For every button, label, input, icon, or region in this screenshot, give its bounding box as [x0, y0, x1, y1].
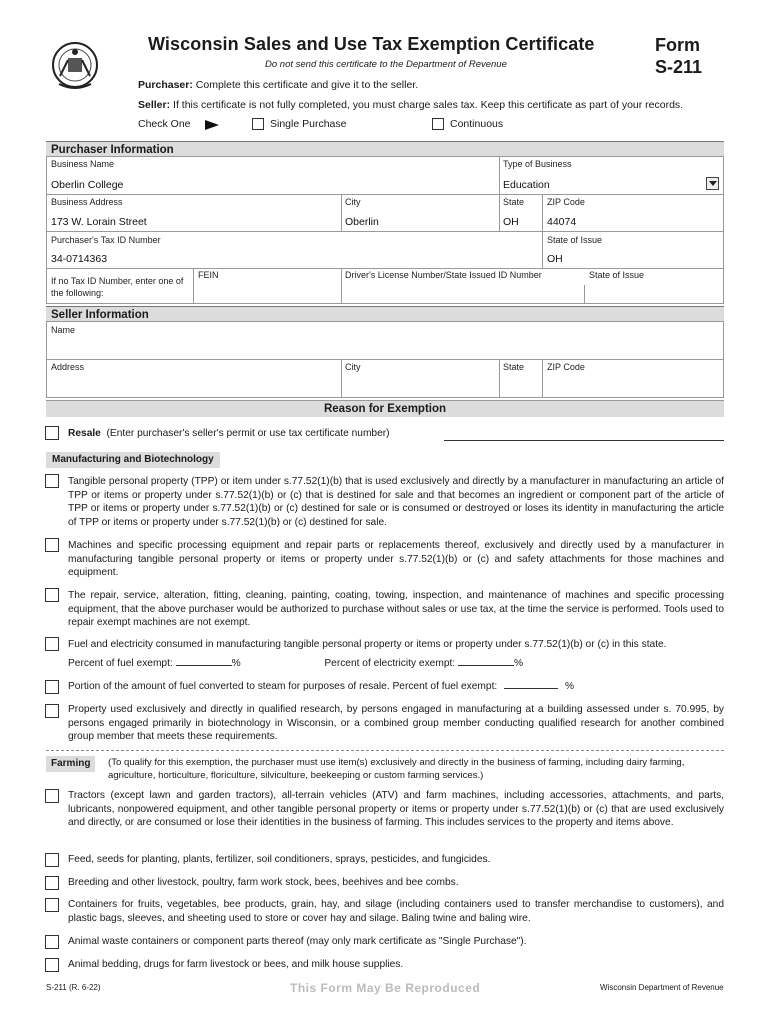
- reproduce-notice: This Form May Be Reproduced: [290, 981, 481, 995]
- business-name-field[interactable]: Oberlin College: [51, 179, 124, 191]
- farming-divider: [46, 750, 724, 751]
- farm-item-5-checkbox[interactable]: [45, 935, 59, 949]
- zip-code-field[interactable]: 44074: [547, 216, 577, 228]
- resale-item: Resale (Enter purchaser's seller's permit or use tax certificate number): [68, 428, 390, 439]
- business-address-label: Business Address: [51, 197, 123, 207]
- form-subtitle: Do not send this certificate to the Department of Revenue: [265, 59, 507, 70]
- type-of-business-label: Type of Business: [503, 159, 572, 169]
- mfg-item-1-checkbox[interactable]: [45, 474, 59, 488]
- check-one-label: Check One: [138, 118, 191, 130]
- purchaser-instruction: Purchaser: Complete this certificate and give it to the seller.: [138, 79, 419, 91]
- single-purchase-checkbox[interactable]: [252, 118, 264, 130]
- wisconsin-seal-icon: [50, 36, 100, 94]
- form-title: Wisconsin Sales and Use Tax Exemption Certificate: [148, 34, 595, 54]
- mfg-item-3: The repair, service, alteration, fitting, cleaning, painting, coating, towing, inspection, and maintenance of machines and specific processing equipment, that the above purchaser would be authorized to purchase without sales or use tax, at the time the service is performed. Tools used to repair exempt machines are not exempt.: [68, 590, 724, 629]
- seller-zip-label: ZIP Code: [547, 362, 585, 372]
- business-name-label: Business Name: [51, 159, 115, 169]
- farm-item-5: Animal waste containers or component parts thereof (may only mark certificate as "Single Purchase").: [68, 936, 527, 947]
- steam-checkbox[interactable]: [45, 680, 59, 694]
- type-of-business-dropdown[interactable]: [706, 177, 719, 190]
- continuous-label: Continuous: [450, 118, 504, 130]
- farm-item-6-checkbox[interactable]: [45, 958, 59, 972]
- mfg-item-1: Tangible personal property (TPP) or item under s.77.52(1)(b) that is used exclusively and directly by a manufacturer in manufacturing an article of TPP or items or property under s.77.52(1)(b) or (c) that is destined for sale and that becomes an ingredient or component part of the article of TPP or items or property under s.77.52(1)(b) or (c) destined for sale or is consumed or destroyed or loses its identity in manufacturing the article of TPP or items or property under s.77.52(1)(b) or (c) destined for sale.: [68, 476, 724, 528]
- farm-item-4-checkbox[interactable]: [45, 898, 59, 912]
- department-name: Wisconsin Department of Revenue: [600, 983, 724, 992]
- zip-code-label: ZIP Code: [547, 197, 585, 207]
- mfg-item-2-checkbox[interactable]: [45, 538, 59, 552]
- fuel-percent-field[interactable]: [176, 665, 232, 666]
- form-number-block: [655, 34, 702, 78]
- form-number: S-211: [655, 57, 703, 77]
- seller-instruction: Seller: If this certificate is not fully completed, you must charge sales tax. Keep this certificate as part of your records.: [138, 99, 684, 111]
- seller-section-heading: Seller Information: [46, 306, 724, 322]
- business-address-field[interactable]: 173 W. Lorain Street: [51, 216, 147, 228]
- farm-item-6: Animal bedding, drugs for farm livestock or bees, and milk house supplies.: [68, 959, 404, 970]
- farm-item-2: Feed, seeds for planting, plants, fertilizer, soil conditioners, sprays, pesticides, and fungicides.: [68, 854, 491, 865]
- seller-grid: [46, 322, 724, 398]
- dl-state-of-issue-label: State of Issue: [589, 270, 645, 280]
- form-label: Form: [655, 35, 700, 55]
- seller-city-label: City: [345, 362, 361, 372]
- state-of-issue-label: State of Issue: [547, 235, 603, 245]
- farm-item-3-checkbox[interactable]: [45, 876, 59, 890]
- state-field[interactable]: OH: [503, 216, 519, 228]
- seller-name-label: Name: [51, 325, 76, 335]
- farm-item-2-checkbox[interactable]: [45, 853, 59, 867]
- electricity-percent-field[interactable]: [458, 665, 514, 666]
- resale-checkbox[interactable]: [45, 426, 59, 440]
- form-code: S-211 (R. 6-22): [46, 983, 101, 992]
- biotech-checkbox[interactable]: [45, 704, 59, 718]
- state-label: State: [503, 197, 525, 207]
- city-label: City: [345, 197, 361, 207]
- fuel-electricity-checkbox[interactable]: [45, 637, 59, 651]
- manufacturing-heading: Manufacturing and Biotechnology: [46, 452, 220, 468]
- farm-item-4: Containers for fruits, vegetables, bee products, grain, hay, and silage (including containers used to transfer merchandise to customers), and plastic bags, sleeves, and sheeting used to store or cover hay and silage. Baling twine and baling wire.: [68, 899, 724, 924]
- farm-item-1-checkbox[interactable]: [45, 789, 59, 803]
- farm-item-1: Tractors (except lawn and garden tractors), all-terrain vehicles (ATV) and farm machines, including accessories, attachments, and parts, lubricants, nonpowered equipment, and other tangible personal property or items or property under s.77.52(1)(b) or (c) that are used exclusively and directly, or are consumed or lose their identities in the business of farming. This includes services to the property and items above.: [68, 790, 724, 829]
- arrow-right-icon: [205, 120, 219, 130]
- mfg-item-3-checkbox[interactable]: [45, 588, 59, 602]
- single-purchase-label: Single Purchase: [270, 118, 347, 130]
- type-of-business-field[interactable]: Education: [503, 179, 550, 191]
- continuous-checkbox[interactable]: [432, 118, 444, 130]
- no-tax-id-label: If no Tax ID Number, enter one of the following:: [51, 276, 184, 298]
- biotech-item: Property used exclusively and directly in qualified research, by persons engaged in manufacturing at a building assessed under s. 70.995, by persons engaged primarily in biotechnology in Wisconsin, or a combined group member conducting qualified research for another combined group member that meets these requirements.: [68, 704, 724, 743]
- farm-item-3: Breeding and other livestock, poultry, farm work stock, bees, beehives and bee combs.: [68, 877, 459, 888]
- city-field[interactable]: Oberlin: [345, 216, 379, 228]
- fuel-percent-row: Percent of fuel exempt: % Percent of electricity exempt: %: [68, 658, 524, 669]
- mfg-item-2: Machines and specific processing equipment and repair parts or replacements thereof, exclusively and directly used by a manufacturer in manufacturing tangible personal property or items or property under s.77.52(1)(b) or (c) and safety attachments for those machines and equipment.: [68, 540, 724, 579]
- resale-number-field[interactable]: [444, 440, 724, 441]
- purchaser-section-heading: Purchaser Information: [46, 141, 724, 157]
- steam-percent-field[interactable]: [504, 688, 558, 689]
- fein-label: FEIN: [198, 270, 219, 280]
- farming-note: (To qualify for this exemption, the purchaser must use item(s) exclusively and directly in the business of farming, including dairy farming, agriculture, horticulture, floriculture, silviculture, beekeeping or custom farming services.): [108, 757, 685, 781]
- reason-heading: Reason for Exemption: [46, 400, 724, 417]
- tax-id-field[interactable]: 34-0714363: [51, 253, 108, 265]
- tax-id-label: Purchaser's Tax ID Number: [51, 235, 161, 245]
- steam-item: Portion of the amount of fuel converted to steam for purposes of resale. Percent of fuel exempt: %: [68, 681, 574, 692]
- drivers-license-label: Driver's License Number/State Issued ID Number: [345, 270, 542, 280]
- purchaser-grid: [46, 157, 724, 304]
- farming-heading: Farming: [46, 756, 95, 772]
- state-of-issue-field[interactable]: OH: [547, 253, 563, 265]
- seller-address-label: Address: [51, 362, 85, 372]
- seller-state-label: State: [503, 362, 525, 372]
- fuel-electricity-item: Fuel and electricity consumed in manufacturing tangible personal property or items or property under s.77.52(1)(b) or (c) in this state.: [68, 639, 667, 650]
